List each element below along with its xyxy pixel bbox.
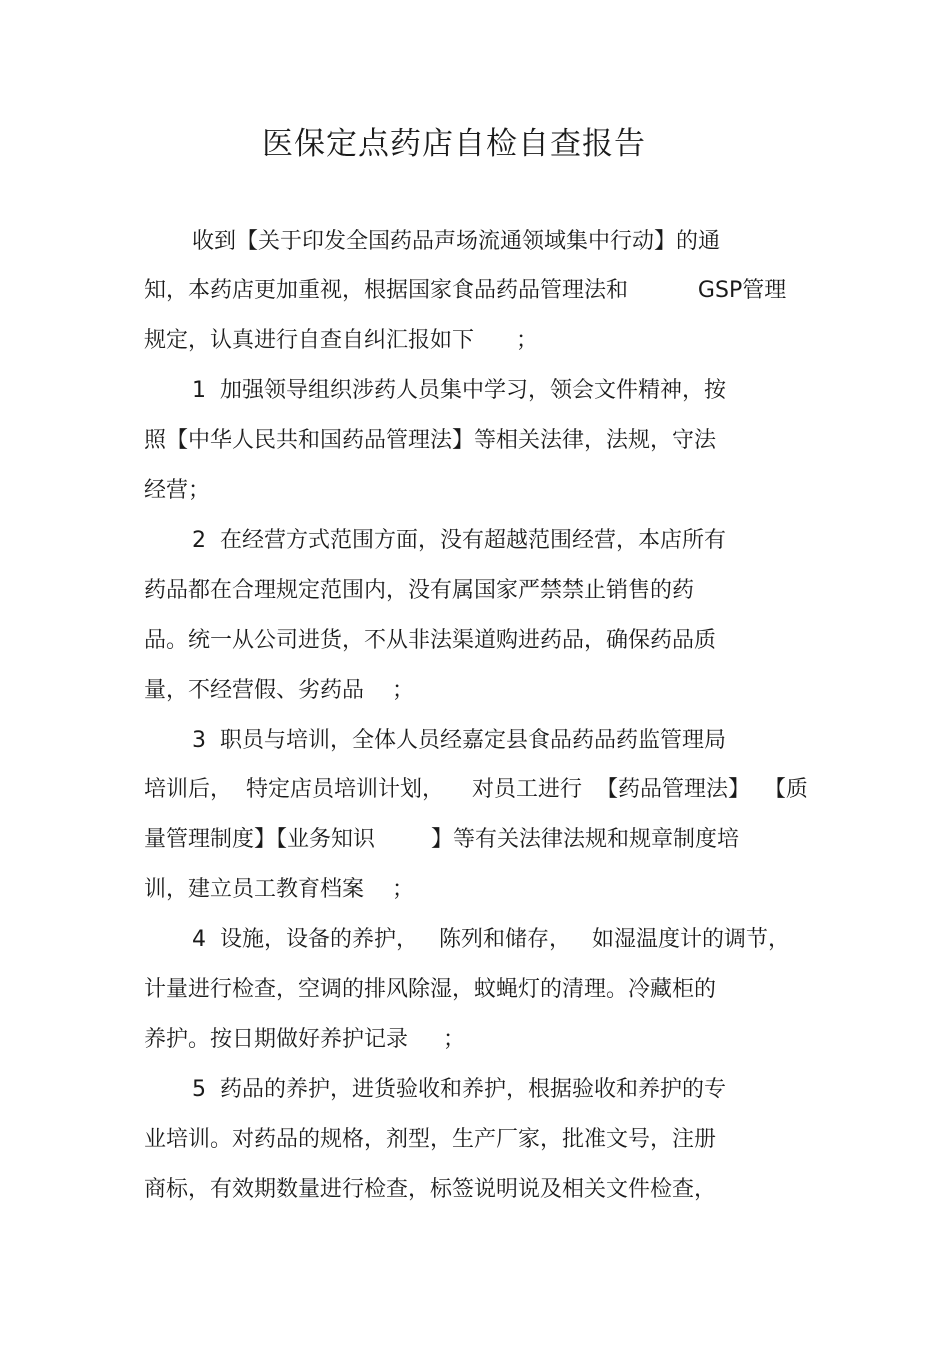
body-line: 照【中华人民共和国药品管理法】等相关法律，法规，守法 [144, 428, 717, 453]
body-line: 药品都在合理规定范围内，没有属国家严禁禁止销售的药 [144, 578, 695, 603]
body-line: 训，建立员工教育档案 ； [144, 877, 414, 902]
body-line: 4 设施，设备的养护， 陈列和储存， 如湿温度计的调节， [192, 927, 790, 952]
body-line: 量，不经营假、劣药品 ； [144, 678, 414, 703]
body-line: 商标，有效期数量进行检查，标签说明说及相关文件检查， [144, 1177, 717, 1202]
body-line: 1 加强领导组织涉药人员集中学习，领会文件精神，按 [192, 378, 726, 403]
body-line: 养护。按日期做好养护记录 ； [144, 1027, 465, 1052]
body-line: 收到【关于印发全国药品声场流通领域集中行动】的通 [192, 229, 721, 254]
body-line: 量管理制度】【业务知识 】等有关法律法规和规章制度培 [144, 827, 739, 852]
body-line: 5 药品的养护，进货验收和养护，根据验收和养护的专 [192, 1077, 726, 1102]
body-line: 3 职员与培训，全体人员经嘉定县食品药品药监管理局 [192, 728, 726, 753]
body-line: 知，本药店更加重视，根据国家食品药品管理法和 GSP管理 [144, 278, 787, 303]
body-line: 计量进行检查，空调的排风除湿，蚊蝇灯的清理。冷藏柜的 [144, 977, 717, 1002]
body-line: 培训后， 特定店员培训计划， 对员工进行 【药品管理法】 【质 [144, 777, 808, 802]
body-line: 业培训。对药品的规格，剂型，生产厂家，批准文号，注册 [144, 1127, 717, 1152]
body-line: 规定，认真进行自查自纠汇报如下 ； [144, 328, 538, 353]
body-line: 2 在经营方式范围方面，没有超越范围经营，本店所有 [192, 528, 726, 553]
body-line: 品。统一从公司进货，不从非法渠道购进药品，确保药品质 [144, 628, 717, 653]
page-title: 医保定点药店自检自查报告 [262, 126, 646, 162]
body-line: 经营； [144, 478, 211, 503]
